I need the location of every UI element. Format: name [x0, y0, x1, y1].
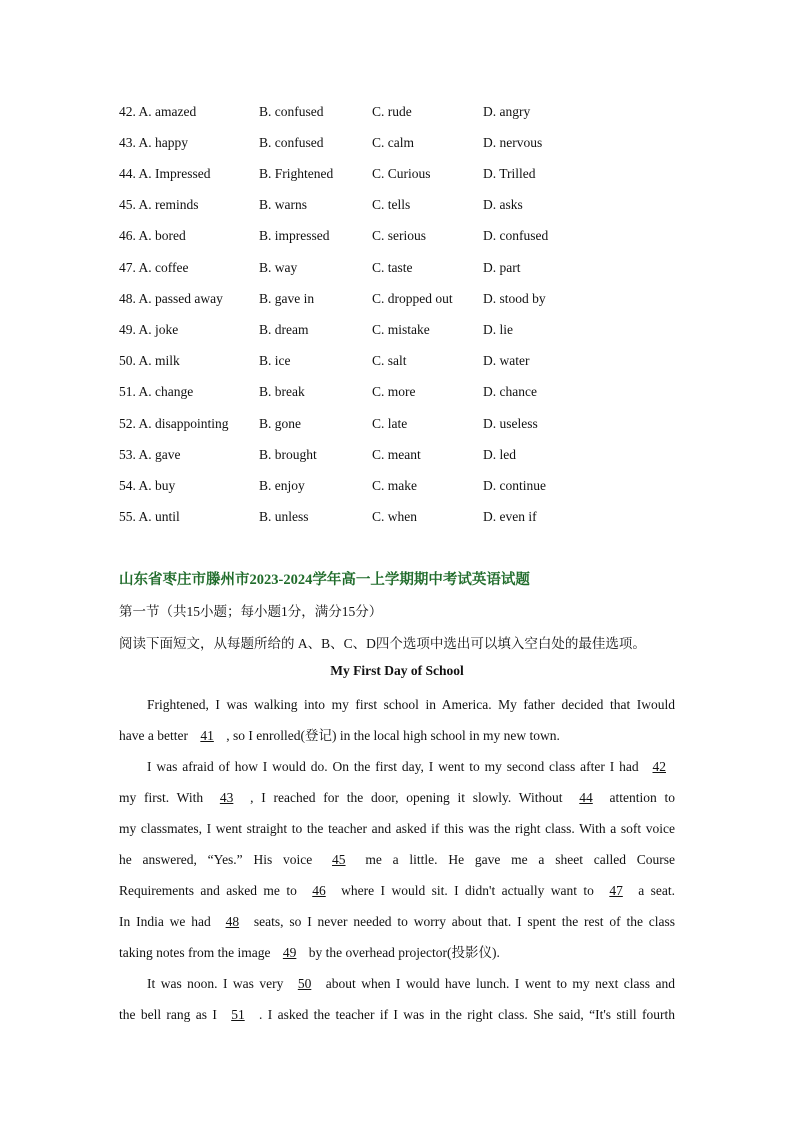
option-d: D. even if [483, 509, 537, 524]
passage-line [119, 937, 675, 968]
option-a: 54. A. buy [119, 478, 176, 493]
blank-43: 43 [219, 790, 234, 805]
option-a: 52. A. disappointing [119, 416, 229, 431]
option-d: D. nervous [483, 135, 543, 150]
option-d: D. useless [483, 416, 538, 431]
option-c: C. salt [372, 353, 407, 368]
passage-line [119, 968, 675, 999]
option-a: 44. A. Impressed [119, 166, 211, 181]
option-d: D. asks [483, 197, 523, 212]
option-a: 47. A. coffee [119, 260, 189, 275]
option-a: 42. A. amazed [119, 104, 197, 119]
option-a: 45. A. reminds [119, 197, 199, 212]
passage-line [119, 813, 675, 844]
option-a: 55. A. until [119, 509, 180, 524]
passage-text: he answered, “Yes.” His voice [119, 852, 313, 867]
passage-text: It was noon. I was very [147, 976, 284, 991]
passage-text: seats, so I never needed to worry about that. I spent the rest of the class [253, 914, 676, 929]
passage-text: In India we had [119, 914, 211, 929]
passage-line [119, 782, 675, 813]
option-row-43 [0, 133, 794, 153]
passage-text: , I reached for the door, opening it slowly. Without [250, 790, 563, 805]
option-d: D. water [483, 353, 530, 368]
option-b: B. gone [259, 416, 301, 431]
passage-text: I was afraid of how I would do. On the first day, I went to my second class after I had [147, 759, 639, 774]
passage-text: a seat. [638, 883, 675, 898]
option-b: B. gave in [259, 291, 315, 306]
option-d: D. part [483, 260, 521, 275]
blank-41: 41 [200, 728, 214, 743]
option-row-48 [0, 289, 794, 309]
option-row-45 [0, 195, 794, 215]
passage-text: my first. With [119, 790, 204, 805]
option-b: B. unless [259, 509, 309, 524]
option-b: B. Frightened [259, 166, 334, 181]
option-b: B. impressed [259, 228, 330, 243]
option-b: B. warns [259, 197, 307, 212]
blank-49: 49 [282, 945, 297, 960]
passage-line [119, 751, 675, 782]
blank-42: 42 [652, 759, 666, 774]
option-b: B. enjoy [259, 478, 305, 493]
option-b: B. dream [259, 322, 309, 337]
passage-text: where I would sit. I didn't actually want to [341, 883, 594, 898]
option-row-52 [0, 414, 794, 434]
passage [119, 689, 675, 1030]
option-d: D. confused [483, 228, 549, 243]
passage-text: attention to [609, 790, 676, 805]
option-row-42 [0, 102, 794, 122]
option-c: C. taste [372, 260, 413, 275]
option-row-49 [0, 320, 794, 340]
option-c: C. serious [372, 228, 426, 243]
passage-text: Frightened, I was walking into my first school in America. My father decided that Iwould [147, 697, 675, 712]
blank-50: 50 [297, 976, 312, 991]
section-label: 第一节（共15小题；每小题1分，满分15分） [119, 604, 383, 619]
option-a: 50. A. milk [119, 353, 180, 368]
blank-45: 45 [332, 852, 346, 867]
option-row-44 [0, 164, 794, 184]
passage-line [119, 999, 675, 1030]
option-row-46 [0, 226, 794, 246]
option-c: C. tells [372, 197, 411, 212]
option-d: D. angry [483, 104, 531, 119]
option-row-47 [0, 258, 794, 278]
option-b: B. brought [259, 447, 317, 462]
passage-text: have a better [119, 728, 188, 743]
option-c: C. meant [372, 447, 421, 462]
passage-text: the bell rang as I [119, 1007, 217, 1022]
option-b: B. confused [259, 104, 324, 119]
passage-line [119, 906, 675, 937]
option-row-51 [0, 382, 794, 402]
exam-heading: 山东省枣庄市滕州市2023-2024学年高一上学期期中考试英语试题 [119, 572, 530, 588]
option-c: C. late [372, 416, 408, 431]
blank-47: 47 [609, 883, 623, 898]
option-row-53 [0, 445, 794, 465]
option-a: 46. A. bored [119, 228, 186, 243]
option-b: B. way [259, 260, 298, 275]
passage-text: my classmates, I went straight to the teacher and asked if this was the right class. With a soft voice [119, 821, 675, 836]
option-a: 51. A. change [119, 384, 194, 399]
option-b: B. confused [259, 135, 324, 150]
option-c: C. make [372, 478, 417, 493]
passage-text: . I asked the teacher if I was in the right class. She said, “It's still fourth [259, 1007, 675, 1022]
option-c: C. mistake [372, 322, 430, 337]
blank-48: 48 [225, 914, 240, 929]
passage-text: , so I enrolled(登记) in the local high school in my new town. [226, 728, 560, 743]
passage-text: about when I would have lunch. I went to my next class and [325, 976, 675, 991]
passage-line [119, 875, 675, 906]
option-d: D. Trilled [483, 166, 536, 181]
blank-46: 46 [312, 883, 326, 898]
option-c: C. dropped out [372, 291, 453, 306]
instructions: 阅读下面短文，从每题所给的 A、B、C、D四个选项中选出可以填入空白处的最佳选项。 [119, 636, 646, 651]
option-c: C. more [372, 384, 416, 399]
option-a: 48. A. passed away [119, 291, 223, 306]
option-d: D. lie [483, 322, 513, 337]
passage-text: me a little. He gave me a sheet called Course [365, 852, 675, 867]
option-c: C. Curious [372, 166, 431, 181]
passage-text: Requirements and asked me to [119, 883, 297, 898]
option-a: 43. A. happy [119, 135, 188, 150]
option-a: 53. A. gave [119, 447, 181, 462]
option-d: D. continue [483, 478, 546, 493]
option-d: D. chance [483, 384, 537, 399]
passage-title: My First Day of School [330, 663, 464, 678]
option-row-50 [0, 351, 794, 371]
option-c: C. calm [372, 135, 414, 150]
blank-51: 51 [231, 1007, 245, 1022]
option-c: C. when [372, 509, 417, 524]
passage-line [119, 689, 675, 720]
passage-line [119, 720, 675, 751]
option-row-54 [0, 476, 794, 496]
option-d: D. led [483, 447, 516, 462]
blank-44: 44 [579, 790, 593, 805]
option-a: 49. A. joke [119, 322, 179, 337]
passage-line [119, 844, 675, 875]
option-row-55 [0, 507, 794, 527]
passage-text: by the overhead projector(投影仪). [308, 945, 500, 960]
option-b: B. break [259, 384, 305, 399]
passage-text: taking notes from the image [119, 945, 271, 960]
option-b: B. ice [259, 353, 291, 368]
option-d: D. stood by [483, 291, 546, 306]
option-c: C. rude [372, 104, 412, 119]
